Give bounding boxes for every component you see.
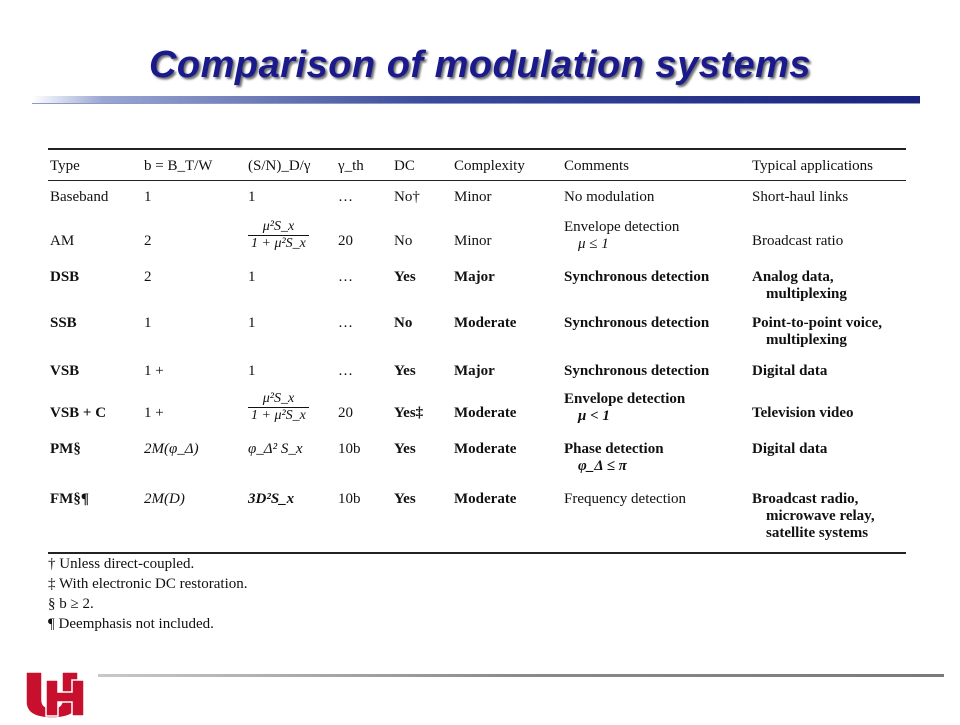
comparison-table-area <box>48 148 906 554</box>
table-header-row <box>48 149 906 181</box>
cell-complexity: Major <box>454 362 495 379</box>
footnote: † Unless direct-coupled. <box>48 556 195 572</box>
cell-threshold: … <box>338 268 353 285</box>
cell-type: FM§¶ <box>48 485 142 553</box>
cell-bandwidth: 1 <box>144 189 152 205</box>
cell-snr <box>246 219 336 263</box>
cell-comment: Frequency detection <box>562 485 750 553</box>
cell-dc: No <box>394 232 413 249</box>
cell-application: Digital data <box>752 440 828 457</box>
table-row <box>48 181 906 219</box>
cell-comment <box>562 219 750 263</box>
application-line: Point-to-point voice, <box>752 314 882 331</box>
cell-type: AM <box>50 232 75 249</box>
comment-condition: μ ≤ 1 <box>578 235 609 252</box>
table-row <box>48 359 906 389</box>
cell-bandwidth: 2M(φ_Δ) <box>144 440 199 457</box>
cell-bandwidth: 1 + <box>144 362 164 379</box>
cell-comment: Synchronous detection <box>564 362 710 379</box>
snr-fraction <box>248 219 309 252</box>
cell-dc: Yes‡ <box>394 404 424 421</box>
header-threshold: γ_th <box>336 149 392 181</box>
cell-application <box>750 263 906 311</box>
comparison-table <box>48 148 906 554</box>
cell-bandwidth: 2M(D) <box>142 485 246 553</box>
cell-snr: 1 <box>248 314 256 331</box>
cell-dc: Yes <box>392 485 452 553</box>
cell-threshold: … <box>338 314 353 331</box>
cell-threshold: 20 <box>338 232 353 249</box>
cell-type: Baseband <box>50 189 109 205</box>
comment-condition: μ < 1 <box>578 407 610 424</box>
header-type: Type <box>48 149 142 181</box>
cell-complexity: Minor <box>454 189 492 205</box>
fraction-denominator: 1 + μ²S_x <box>248 407 309 424</box>
cell-application: Short-haul links <box>752 189 849 205</box>
cell-type: SSB <box>50 314 77 331</box>
table-row <box>48 311 906 359</box>
fraction-numerator: μ²S_x <box>262 390 295 406</box>
university-logo <box>24 666 96 725</box>
cell-threshold: 10b <box>338 440 361 457</box>
cell-type: VSB <box>50 362 80 379</box>
header-snr: (S/N)_D/γ <box>246 149 336 181</box>
application-line: multiplexing <box>766 331 847 348</box>
cell-complexity: Moderate <box>454 314 517 331</box>
comment-line: Envelope detection <box>564 218 680 235</box>
cell-threshold: 10b <box>336 485 392 553</box>
cell-bandwidth: 2 <box>144 268 152 285</box>
cell-complexity: Moderate <box>452 485 562 553</box>
footnote: ¶ Deemphasis not included. <box>48 616 214 632</box>
cell-snr: 1 <box>248 189 256 205</box>
cell-dc: Yes <box>394 440 416 457</box>
cell-comment: Synchronous detection <box>564 268 710 285</box>
cell-comment: No modulation <box>564 189 655 205</box>
cell-snr: 3D²S_x <box>246 485 336 553</box>
table-row <box>48 437 906 485</box>
cell-application <box>750 311 906 359</box>
footnotes <box>48 554 247 634</box>
cell-application: Broadcast ratio <box>752 232 844 249</box>
cell-application <box>750 485 906 553</box>
header-comments: Comments <box>562 149 750 181</box>
cell-complexity: Moderate <box>454 404 517 421</box>
cell-comment <box>562 389 750 437</box>
application-line: Analog data, <box>752 268 834 285</box>
snr-fraction <box>248 391 309 424</box>
cell-threshold: … <box>338 189 353 205</box>
header-dc: DC <box>392 149 452 181</box>
fraction-denominator: 1 + μ²S_x <box>248 235 309 252</box>
application-line: multiplexing <box>766 285 847 302</box>
cell-dc: No <box>394 314 413 331</box>
cell-bandwidth: 2 <box>144 232 152 249</box>
cell-comment: Synchronous detection <box>564 314 710 331</box>
cell-snr: 1 <box>248 268 256 285</box>
footnote: ‡ With electronic DC restoration. <box>48 576 248 592</box>
cell-type: PM§ <box>50 440 81 457</box>
header-bandwidth: b = B_T/W <box>142 149 246 181</box>
table-row <box>48 219 906 263</box>
cell-dc: No† <box>394 189 420 205</box>
cell-dc: Yes <box>394 362 416 379</box>
table-row <box>48 263 906 311</box>
cell-snr: 1 <box>248 362 256 379</box>
comment-line: Phase detection <box>564 440 664 457</box>
comment-condition: φ_Δ ≤ π <box>578 457 627 474</box>
title-underline <box>32 96 920 104</box>
cell-complexity: Major <box>454 268 495 285</box>
cell-application: Digital data <box>752 362 828 379</box>
cell-type: DSB <box>50 268 80 285</box>
cell-threshold: … <box>338 362 353 379</box>
table-row <box>48 485 906 553</box>
header-complexity: Complexity <box>452 149 562 181</box>
header-applications: Typical applications <box>750 149 906 181</box>
comment-line: Envelope detection <box>564 390 686 407</box>
footnote: § b ≥ 2. <box>48 596 94 612</box>
cell-snr <box>246 389 336 437</box>
fraction-numerator: μ²S_x <box>262 218 295 234</box>
cell-threshold: 20 <box>338 404 353 421</box>
cell-complexity: Minor <box>454 232 492 249</box>
cell-comment <box>562 437 750 485</box>
footer-rule <box>98 674 944 677</box>
cell-bandwidth: 1 <box>144 314 152 331</box>
cell-snr: φ_Δ² S_x <box>248 440 303 457</box>
application-line: microwave relay, <box>766 507 875 524</box>
cell-dc: Yes <box>394 268 416 285</box>
slide-title: Comparison of modulation systems <box>148 44 812 86</box>
application-line: satellite systems <box>766 524 869 541</box>
table-row <box>48 389 906 437</box>
cell-complexity: Moderate <box>454 440 517 457</box>
cell-bandwidth: 1 + <box>144 404 164 421</box>
application-line: Broadcast radio, <box>752 490 859 507</box>
cell-application: Television video <box>752 404 854 421</box>
uh-logo-icon <box>24 666 96 720</box>
cell-type: VSB + C <box>50 404 107 421</box>
